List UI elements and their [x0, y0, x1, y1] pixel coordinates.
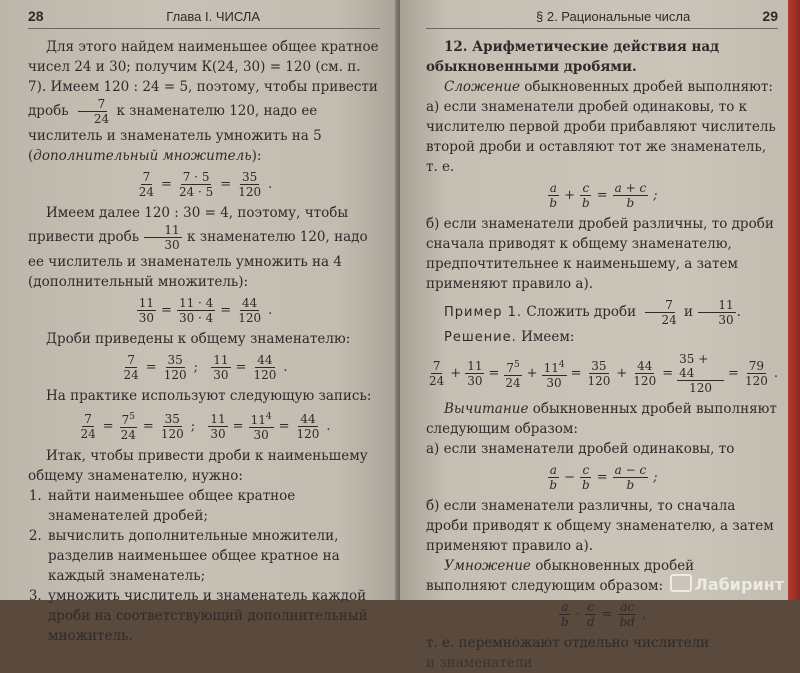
chapter-title: Глава I. ЧИСЛА: [166, 9, 260, 24]
paragraph-5: Итак, чтобы привести дроби к наименьшему общему знаменателю, нужно:: [28, 448, 368, 484]
multiplication-formula: $\frac{a}{b}$ · $\frac{c}{d}$ = $\frac{ac}{bd}$ ,: [561, 600, 646, 629]
addition-intro: Сложение обыкновенных дробей выполняют:: [444, 79, 773, 95]
subtraction-intro: Вычитание обыкновенных дробей выполняют следующим образом:: [426, 401, 777, 437]
right-page-number: 29: [762, 8, 778, 24]
paragraph-1: Для этого найдем наименьшее общее кратное чисел 24 и 30; получим К(24, 30) = 120 (см. п. 7). Имеем 120 : 24 = 5, поэтому, чтобы привести дробь $\frac{7}{24}$ к знаменателю 120, надо ее числитель и знаменатель умножить на 5 (дополнительный множитель):: [28, 39, 379, 164]
right-running-head: [426, 6, 778, 29]
equation-4: $\frac{7}{24}$ = $\frac{7^5}{24}$ = $\frac{35}{120}$ ; $\frac{11}{30}$ = $\frac{11^4}{30}$ = $\frac{44}{120}$ .: [80, 411, 331, 442]
equation-1: $\frac{7}{24}$ = $\frac{7 \cdot 5}{24 \cdot 5}$ = $\frac{35}{120}$ .: [138, 170, 273, 199]
fraction-7-24: $\frac{7}{24}$: [74, 97, 111, 126]
addition-formula: $\frac{a}{b}$ + $\frac{c}{b}$ = $\frac{a + c}{b}$ ;: [549, 181, 658, 210]
list-item: 3. умножить числитель и знаменатель каждой дроби на соответствующий дополнительный множитель.: [46, 586, 380, 646]
addition-rule-b: б) если знаменатели дробей различны, то дроби сначала приводят к общему знаменателю, предпочтительнее к наименьшему, а затем применяют правило а).: [426, 216, 774, 292]
subtraction-rule-b: б) если знаменатели различны, то сначала дроби приводят к общему знаменателю, а затем применяют правило а).: [426, 498, 774, 554]
list-item: 2. вычислить дополнительные множители, разделив наименьшее общее кратное на каждый знаменатель;: [46, 526, 380, 586]
list-item: 1. найти наименьшее общее кратное знаменателей дробей;: [46, 486, 380, 526]
section-title: § 2. Рациональные числа: [536, 9, 691, 24]
paragraph-2: Имеем далее 120 : 30 = 4, поэтому, чтобы привести дробь $\frac{11}{30}$ к знаменателю 120, надо ее числитель и знаменатель умножить на 4 (дополнительный множитель):: [28, 205, 368, 290]
book-icon: [670, 574, 692, 592]
equation-3: $\frac{7}{24}$ = $\frac{35}{120}$ ; $\frac{11}{30}$ = $\frac{44}{120}$ .: [123, 353, 288, 382]
example-1: Пример 1. Сложить дроби $\frac{7}{24}$ и $\frac{11}{30}$ .: [444, 298, 741, 327]
steps-list: [28, 486, 380, 646]
subtraction-rule-a: а) если знаменатели дробей одинаковы, то: [426, 441, 735, 457]
left-page-number: 28: [28, 8, 44, 24]
equation-2: $\frac{11}{30}$ = $\frac{11 \cdot 4}{30 \cdot 4}$ = $\frac{44}{120}$ .: [138, 296, 273, 325]
solution-equation: $\frac{7}{24}$ + $\frac{11}{30}$ = $\frac{7^5}{24}$ + $\frac{11^4}{30}$ = $\frac{35}{120}$ + $\frac{44}{120}$ = $\frac{35 + 44}{120}$ = $\frac{79}{120}$ .: [429, 352, 778, 395]
solution: Решение. Имеем:: [444, 329, 575, 345]
multiplication-note: т. е. перемножают отдельно числители: [426, 635, 710, 651]
fraction-11-30: $\frac{11}{30}$: [144, 223, 181, 252]
right-page: [400, 0, 800, 671]
addition-rule-a: а) если знаменатели дробей одинаковы, то к числителю первой дроби прибавляют числитель второй дроби и оставляют тот же знаменатель, т. е.: [426, 99, 776, 175]
paragraph-4: На практике используют следующую запись:: [46, 388, 372, 404]
cut-off-line: и знаменатели: [426, 655, 533, 671]
multiplication-intro: Умножение обыкновенных дробей выполняют следующим образом:: [426, 558, 695, 594]
paragraph-3: Дроби приведены к общему знаменателю:: [46, 331, 351, 347]
subtraction-formula: $\frac{a}{b}$ − $\frac{c}{b}$ = $\frac{a - c}{b}$ ;: [549, 463, 658, 492]
watermark: Лабиринт: [670, 574, 784, 594]
section-heading: 12. Арифметические действия над обыкновенными дробями.: [426, 39, 720, 75]
left-running-head: [28, 6, 380, 29]
left-page: [0, 0, 398, 644]
red-bookmark-strip: [788, 0, 800, 600]
